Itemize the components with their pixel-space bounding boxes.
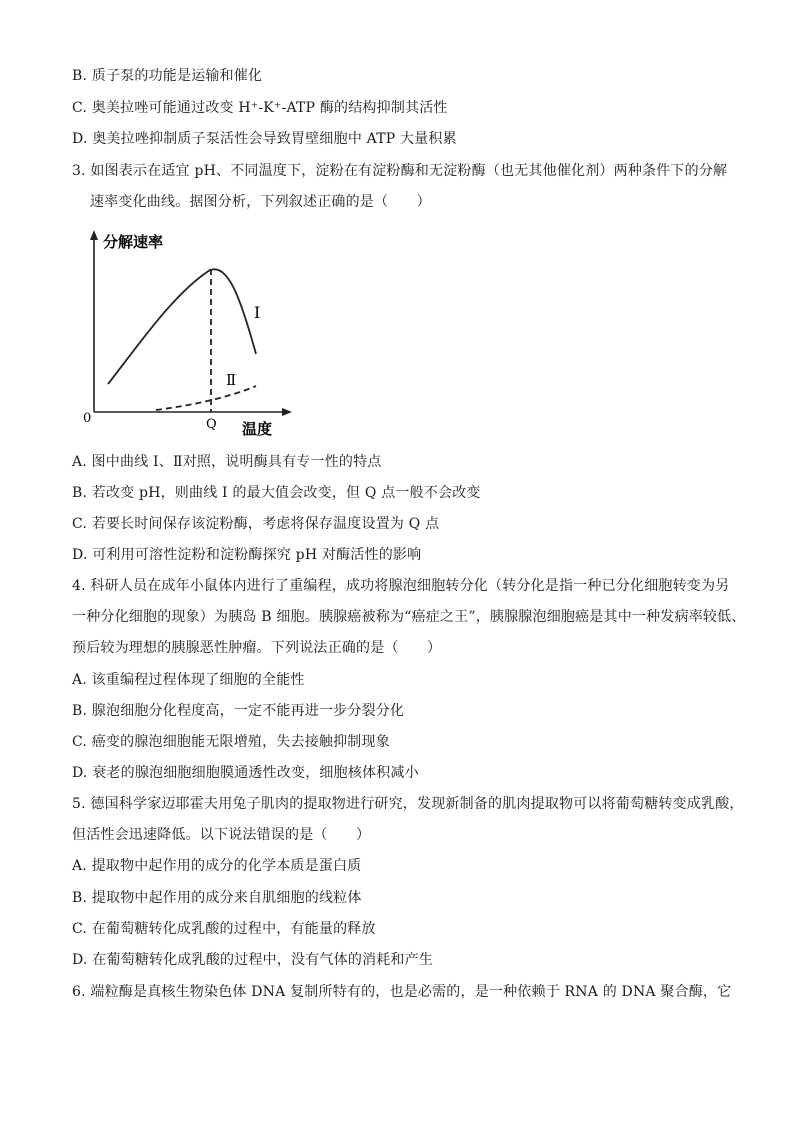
origin-label: 0	[83, 411, 92, 426]
question-5-stem-cont: 但活性会迅速降低。以下说法错误的是（ ）	[72, 827, 371, 843]
y-axis-label: 分解速率	[103, 233, 164, 251]
option-2b: B. 质子泵的功能是运输和催化	[72, 68, 263, 84]
y-axis-arrow	[90, 230, 98, 240]
rate-temperature-graph	[78, 226, 298, 441]
curve-ii	[156, 386, 256, 410]
question-4-stem-cont-2: 预后较为理想的胰腺恶性肿瘤。下列说法正确的是（ ）	[72, 640, 442, 656]
enzyme-rate-figure	[78, 226, 298, 441]
option-5d: D. 在葡萄糖转化成乳酸的过程中，没有气体的消耗和产生	[72, 952, 434, 968]
option-3d: D. 可利用可溶性淀粉和淀粉酶探究 pH 对酶活性的影响	[72, 547, 422, 563]
option-4d: D. 衰老的腺泡细胞细胞膜通透性改变，细胞核体积减小	[72, 765, 419, 781]
option-2c: C. 奥美拉唑可能通过改变 H⁺-K⁺-ATP 酶的结构抑制其活性	[72, 100, 448, 116]
option-3a: A. 图中曲线 I、Ⅱ对照，说明酶具有专一性的特点	[72, 454, 382, 470]
question-3-stem-cont: 速率变化曲线。据图分析，下列叙述正确的是（ ）	[90, 194, 431, 210]
option-2d: D. 奥美拉唑抑制质子泵活性会导致胃壁细胞中 ATP 大量积累	[72, 131, 457, 147]
x-axis-arrow	[282, 408, 292, 416]
option-5c: C. 在葡萄糖转化成乳酸的过程中，有能量的释放	[72, 921, 376, 937]
option-5b: B. 提取物中起作用的成分来自肌细胞的线粒体	[72, 890, 362, 906]
question-6-stem: 6. 端粒酶是真核生物染色体 DNA 复制所特有的，也是必需的，是一种依赖于 RNA 的 DNA 聚合酶，它	[72, 984, 732, 1000]
question-4-stem: 4. 科研人员在成年小鼠体内进行了重编程，成功将腺泡细胞转分化（转分化是指一种已分化细胞转变为另	[72, 578, 730, 594]
option-5a: A. 提取物中起作用的成分的化学本质是蛋白质	[72, 858, 362, 874]
x-axis-label: 温度	[242, 420, 273, 438]
q-point-label: Q	[206, 417, 217, 432]
option-3c: C. 若要长时间保存该淀粉酶，考虑将保存温度设置为 Q 点	[72, 516, 440, 532]
question-3-stem: 3. 如图表示在适宜 pH、不同温度下，淀粉在有淀粉酶和无淀粉酶（也无其他催化剂）两种条件下的分解	[72, 163, 728, 179]
option-4a: A. 该重编程过程体现了细胞的全能性	[72, 672, 305, 688]
option-4b: B. 腺泡细胞分化程度高，一定不能再进一步分裂分化	[72, 703, 405, 719]
curve-i	[108, 269, 256, 384]
question-5-stem: 5. 德国科学家迈耶霍夫用兔子肌肉的提取物进行研究，发现新制备的肌肉提取物可以将葡萄糖转变成乳酸，	[72, 796, 744, 812]
question-4-stem-cont: 一种分化细胞的现象）为胰岛 B 细胞。胰腺癌被称为“癌症之王”，胰腺腺泡细胞癌是其中一种发病率较低、	[72, 609, 746, 625]
curve-i-label: I	[254, 303, 261, 322]
option-4c: C. 癌变的腺泡细胞能无限增殖，失去接触抑制现象	[72, 734, 390, 750]
option-3b: B. 若改变 pH，则曲线 I 的最大值会改变，但 Q 点一般不会改变	[72, 485, 481, 501]
curve-ii-label: Ⅱ	[226, 371, 237, 389]
